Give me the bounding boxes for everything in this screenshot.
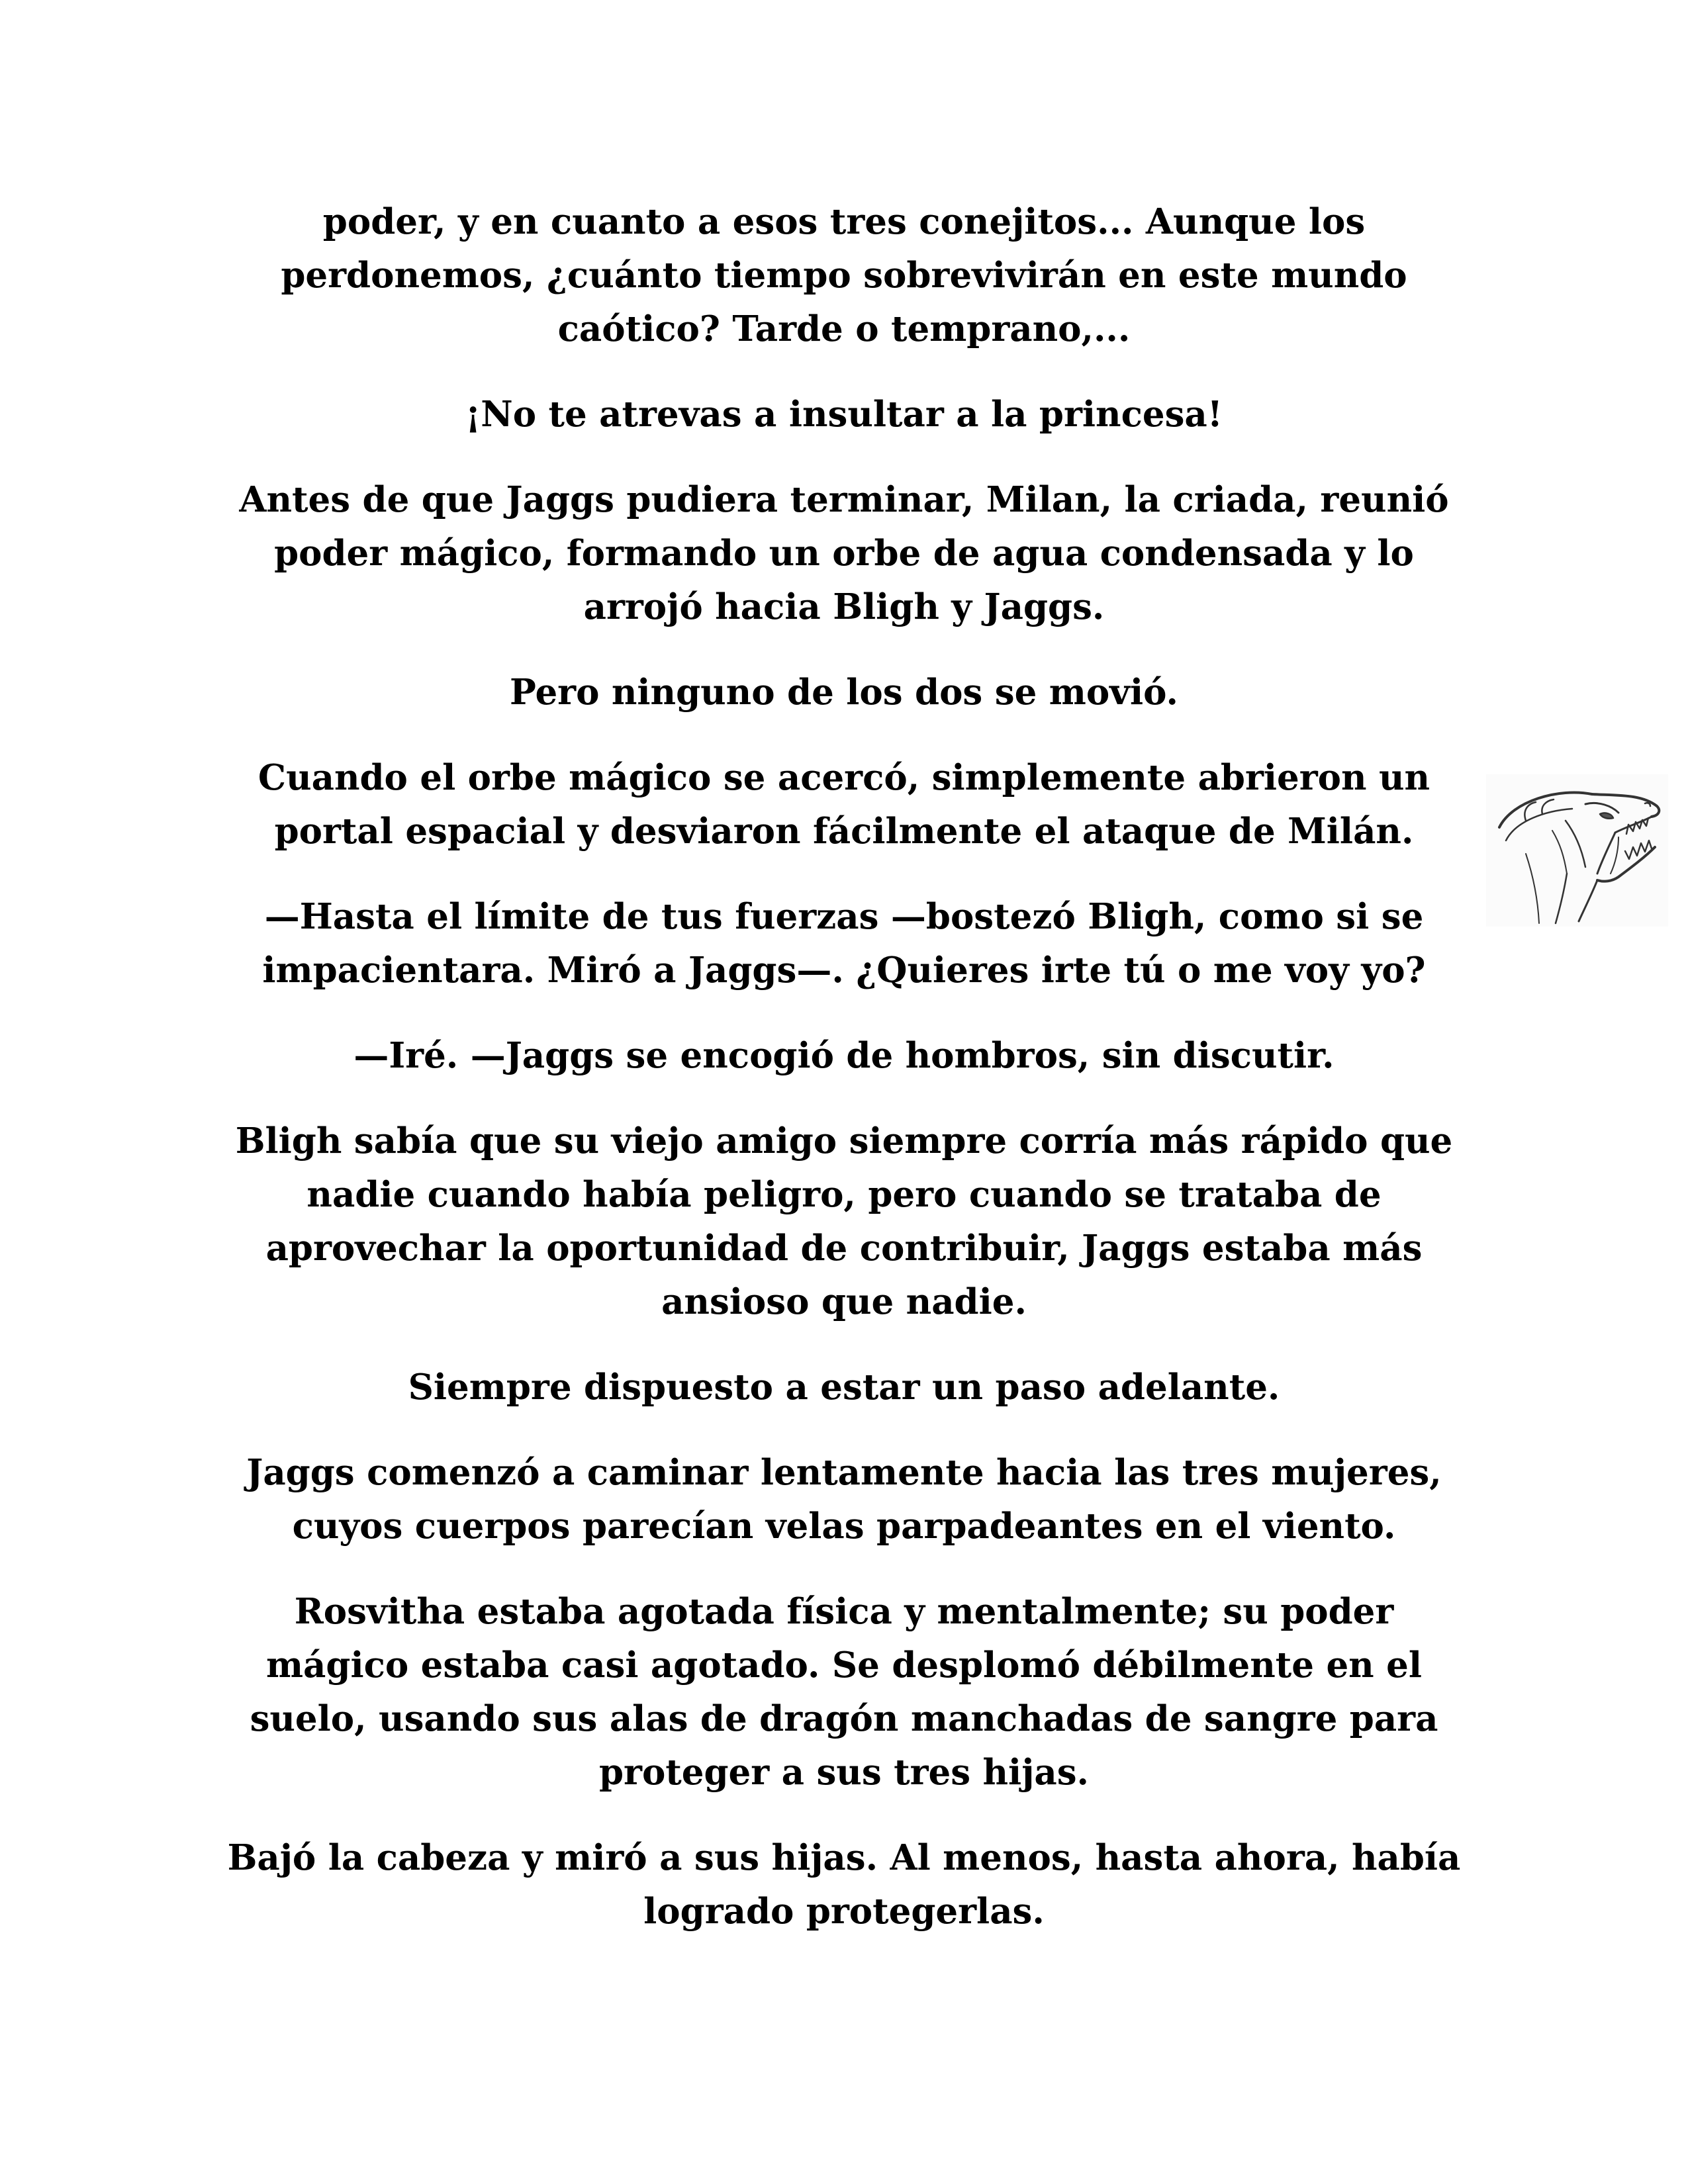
paragraph: Bajó la cabeza y miró a sus hijas. Al menos, hasta ahora, había logrado protegerlas. <box>227 1837 1461 1932</box>
text-column <box>225 195 1463 1970</box>
paragraph: —Hasta el límite de tus fuerzas —bostezó Bligh, como si se impacientara. Miró a Jaggs—. ¿Quieres irte tú o me voy yo? <box>262 896 1426 991</box>
paragraph: Pero ninguno de los dos se movió. <box>510 672 1178 713</box>
paragraph: Rosvitha estaba agotada física y mentalmente; su poder mágico estaba casi agotado. Se desplomó débilmente en el suelo, usando sus alas de dragón manchadas de sangre para proteger a sus tres hijas. <box>250 1591 1438 1793</box>
paragraph: Antes de que Jaggs pudiera terminar, Milan, la criada, reunió poder mágico, formando un orbe de agua condensada y lo arrojó hacia Bligh y Jaggs. <box>239 479 1449 627</box>
paragraph: Jaggs comenzó a caminar lentamente hacia las tres mujeres, cuyos cuerpos parecían velas parpadeantes en el viento. <box>246 1452 1442 1547</box>
paragraph: —Iré. —Jaggs se encogió de hombros, sin discutir. <box>353 1035 1335 1076</box>
paragraph: ¡No te atrevas a insultar a la princesa! <box>465 394 1223 435</box>
paragraph: Bligh sabía que su viejo amigo siempre corría más rápido que nadie cuando había peligro, pero cuando se trataba de aprovechar la oportunidad de contribuir, Jaggs estaba más ansioso que nadie. <box>235 1120 1453 1322</box>
paragraph: poder, y en cuanto a esos tres conejitos... Aunque los perdonemos, ¿cuánto tiempo sobrevivirán en este mundo caótico? Tarde o temprano,... <box>281 201 1407 349</box>
dragon-head-sketch-icon <box>1486 774 1668 927</box>
paragraph: Siempre dispuesto a estar un paso adelante. <box>408 1367 1280 1408</box>
paragraph: Cuando el orbe mágico se acercó, simplemente abrieron un portal espacial y desviaron fácilmente el ataque de Milán. <box>258 757 1430 852</box>
